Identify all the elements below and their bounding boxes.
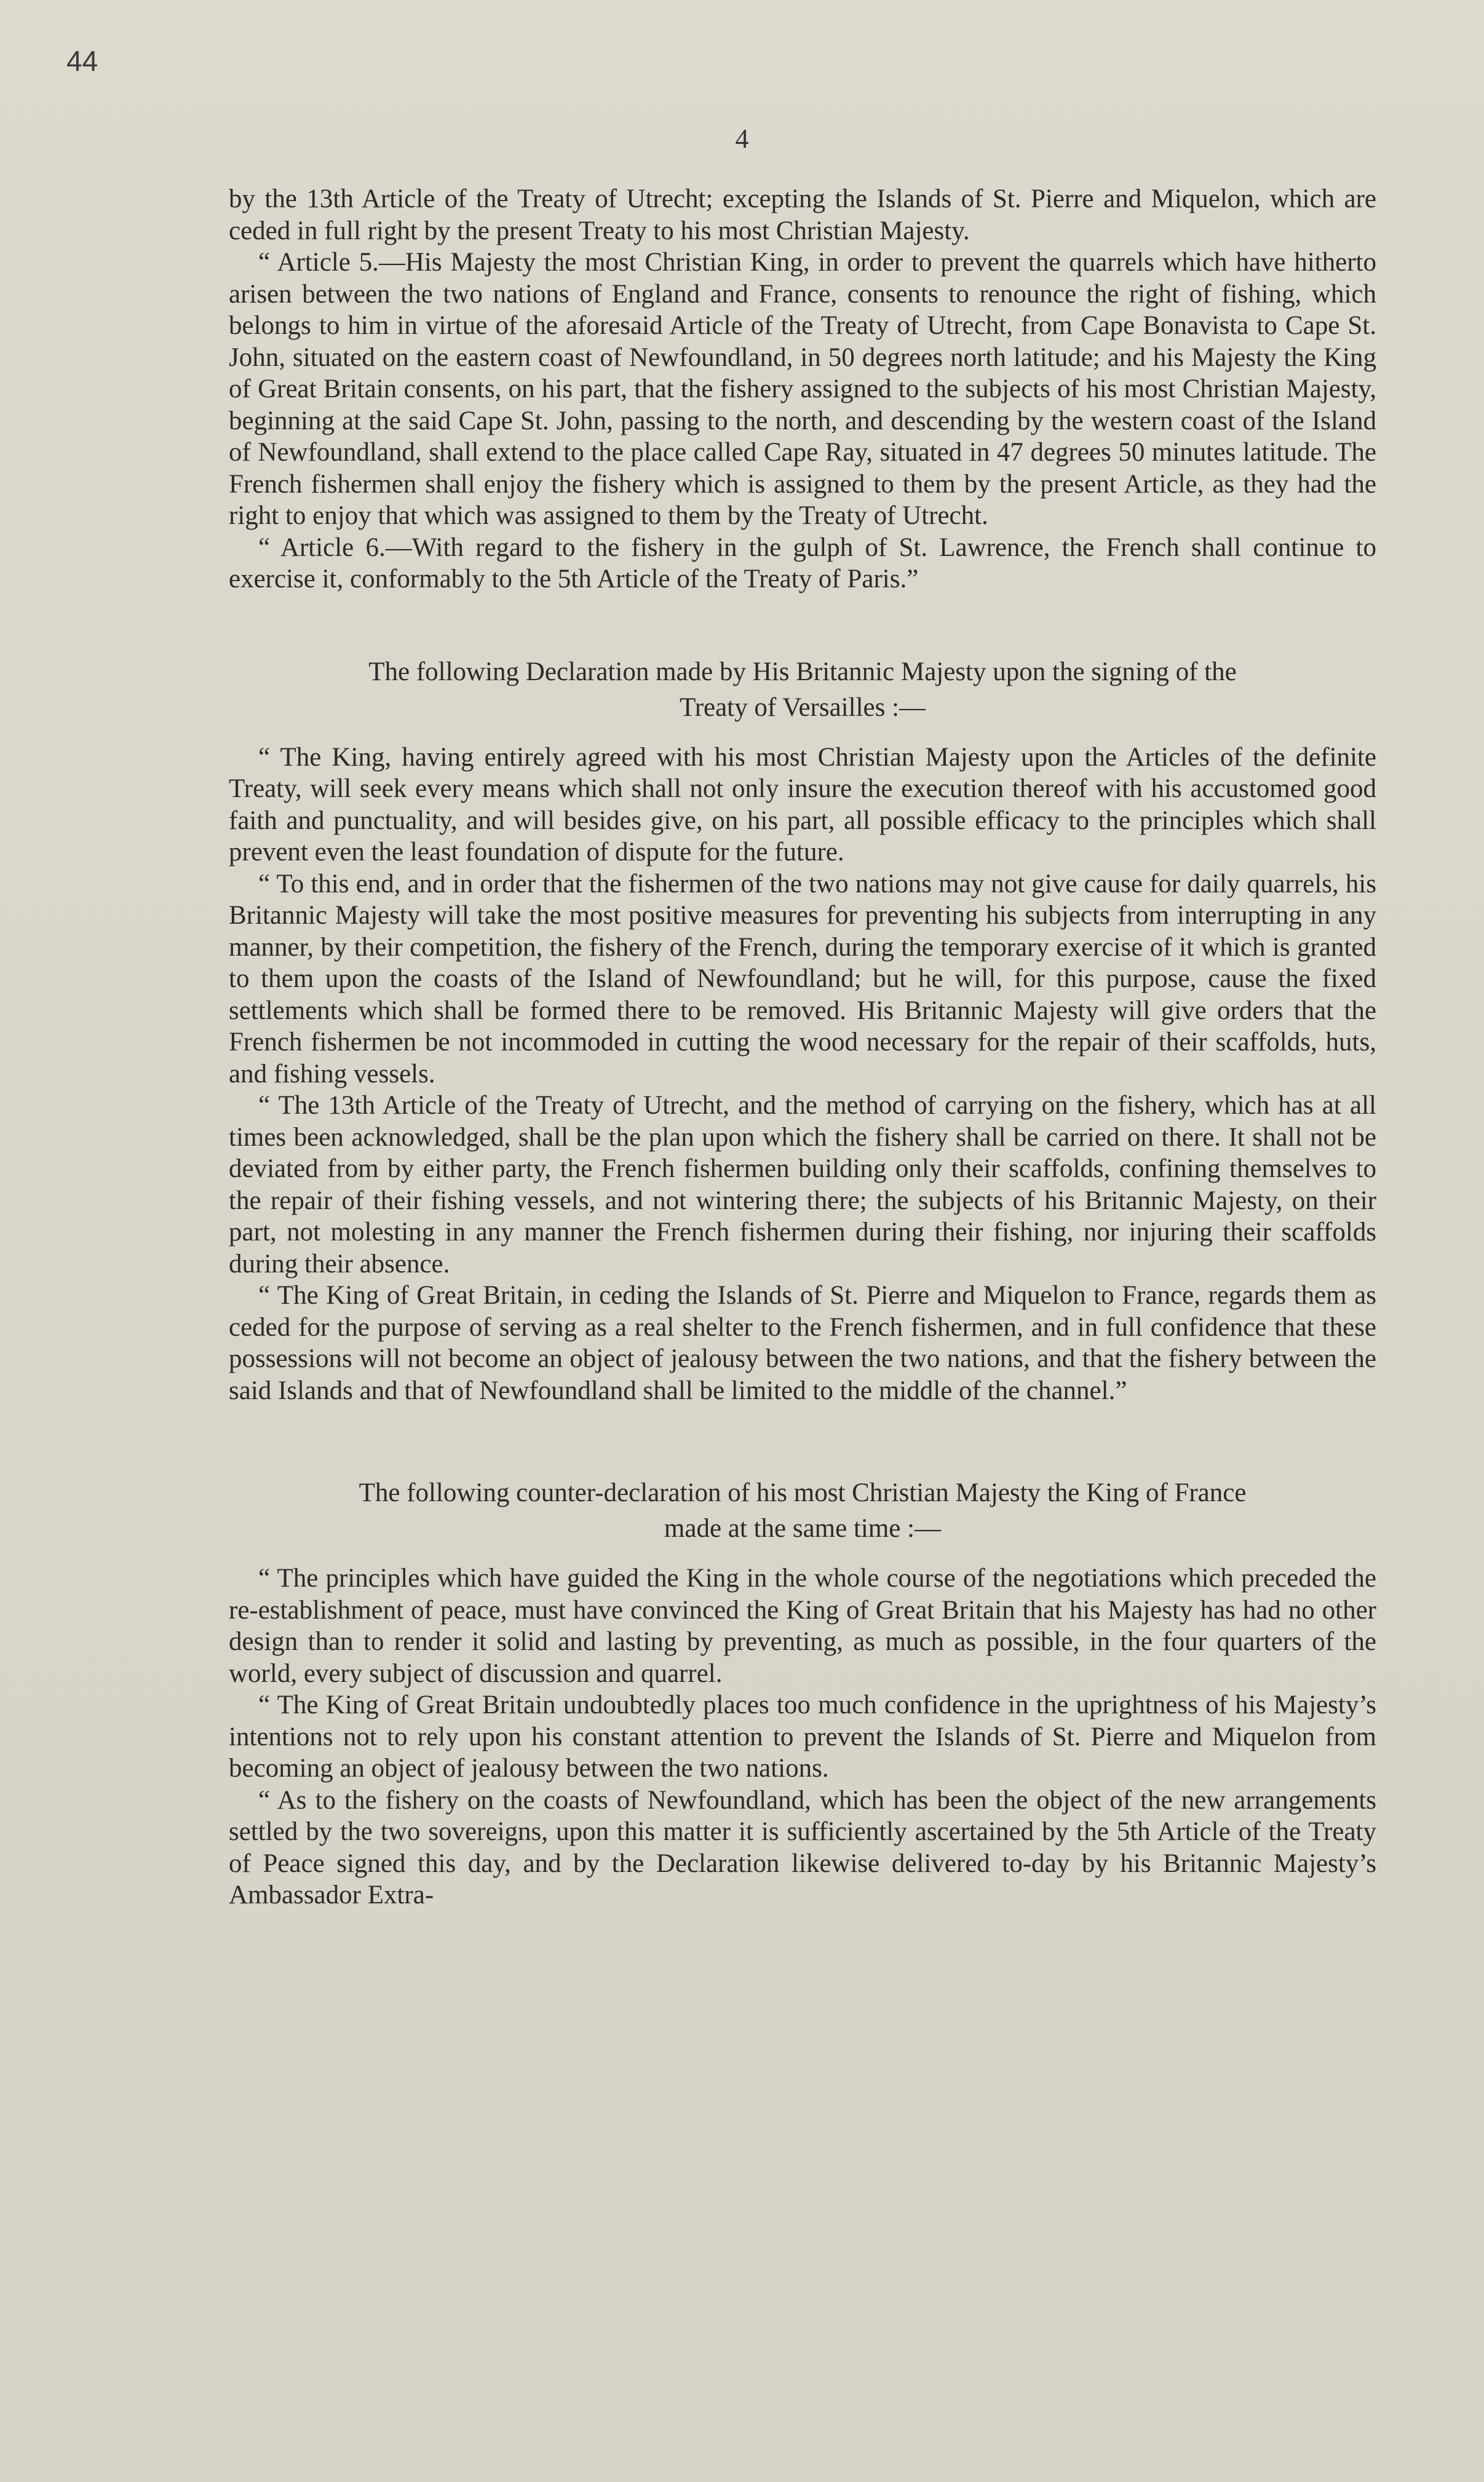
- paragraph: “ The King of Great Britain undoubtedly places too much confidence in the uprightness of his Majesty’s intentions not to rely upon his constant attention to prevent the Islands of St. Pierre and Miquelon from becoming an object of jealousy between the two nations.: [229, 1691, 1376, 1783]
- paragraph: “ The King, having entirely agreed with his most Christian Majesty upon the Articles of the definite Treaty, will seek every means which shall not only insure the execution thereof with his accustomed good faith and punctuality, and will besides give, on his part, all possible efficacy to the principles which shall prevent even the least foundation of dispute for the future.: [229, 742, 1376, 866]
- paragraph: “ The 13th Article of the Treaty of Utrecht, and the method of carrying on the fishery, which has at all times been acknowledged, shall be the plan upon which the fishery shall be carried on there. It shall not be deviated from by either party, the French fishermen building only their scaffolds, confining themselves to the repair of their fishing vessels, and not wintering there; the subjects of his Britannic Majesty, on their part, not molesting in any manner the French fishermen during their fishing, nor injuring their scaffolds during their absence.: [229, 1091, 1376, 1279]
- paragraph: “ Article 6.—With regard to the fishery in the gulph of St. Lawrence, the French shall continue to exercise it, conformably to the 5th Article of the Treaty of Paris.”: [229, 533, 1376, 593]
- inner-page-number: 4: [735, 124, 749, 154]
- declaration-section: [229, 742, 1376, 1407]
- paragraph: “ Article 5.—His Majesty the most Christian King, in order to prevent the quarrels which have hitherto arisen between the two nations of England and France, consents to renounce the right of fishing, which belongs to him in virtue of the aforesaid Article of the Treaty of Utrecht, from Cape Bonavista to Cape St. John, situated on the eastern coast of Newfoundland, in 50 degrees north latitude; and his Majesty the King of Great Britain consents, on his part, that the fishery assigned to the subjects of his most Christian Majesty, beginning at the said Cape St. John, passing to the north, and descending by the western coast of the Island of Newfoundland, shall extend to the place called Cape Ray, situated in 47 degrees 50 minutes latitude. The French fishermen shall enjoy the fishery which is assigned to them by the present Article, as they had the right to enjoy that which was assigned to them by the Treaty of Utrecht.: [229, 248, 1376, 530]
- paragraph: “ To this end, and in order that the fishermen of the two nations may not give cause for daily quarrels, his Britannic Majesty will take the most positive measures for preventing his subjects from interrupting in any manner, by their competition, the fishery of the French, during the temporary exercise of it which is granted to them upon the coasts of the Island of Newfoundland; but he will, for this purpose, cause the fixed settlements which shall be formed there to be removed. His Britannic Majesty will give orders that the French fishermen be not incommoded in cutting the wood necessary for the repair of their scaffolds, huts, and fishing vessels.: [229, 869, 1376, 1088]
- treaty-articles-section: [229, 183, 1376, 595]
- heading-line: The following Declaration made by His Britannic Majesty upon the signing of the: [368, 657, 1237, 686]
- outer-page-number: 44: [66, 45, 98, 77]
- paragraph: “ The King of Great Britain, in ceding the Islands of St. Pierre and Miquelon to France, regards them as ceded for the purpose of serving as a real shelter to the French fishermen, and in full confidence that these possessions will not become an object of jealousy between the two nations, and that the fishery between the said Islands and that of Newfoundland shall be limited to the middle of the channel.”: [229, 1281, 1376, 1405]
- counter-declaration-section: [229, 1563, 1376, 1911]
- heading-line: The following counter-declaration of his most Christian Majesty the King of France: [359, 1478, 1247, 1507]
- heading-line: made at the same time :—: [664, 1514, 942, 1543]
- paragraph: “ As to the fishery on the coasts of Newfoundland, which has been the object of the new arrangements settled by the two sovereigns, upon this matter it is sufficiently ascertained by the 5th Article of the Treaty of Peace signed this day, and by the Declaration likewise delivered to-day by his Britannic Majesty’s Ambassador Extra-: [229, 1785, 1376, 1909]
- section-heading-counter-declaration: [229, 1475, 1376, 1547]
- heading-line: Treaty of Versailles :—: [679, 692, 926, 722]
- paragraph: by the 13th Article of the Treaty of Utrecht; excepting the Islands of St. Pierre and Miquelon, which are ceded in full right by the present Treaty to his most Christian Majesty.: [229, 184, 1376, 245]
- text-column: [229, 183, 1376, 1911]
- section-heading-declaration: [229, 654, 1376, 726]
- paragraph: “ The principles which have guided the King in the whole course of the negotiations which preceded the re-establishment of peace, must have convinced the King of Great Britain that his Majesty has had no other design than to render it solid and lasting by preventing, as much as possible, in the four quarters of the world, every subject of discussion and quarrel.: [229, 1564, 1376, 1688]
